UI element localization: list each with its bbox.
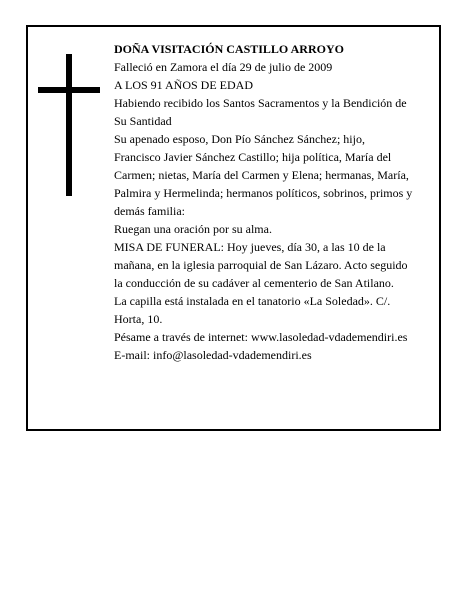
- funeral-paragraph: MISA DE FUNERAL: Hoy jueves, día 30, a las 10 de la mañana, en la iglesia parroquial de San Lázaro. Acto seguido la conducción de su cadáver al cementerio de San Atilano.: [114, 240, 408, 290]
- cross-icon: [66, 54, 72, 196]
- cross-icon-bar: [38, 87, 100, 93]
- email-line: E-mail: info@lasoledad-vdademendiri.es: [114, 348, 312, 362]
- death-line: Falleció en Zamora el día 29 de julio de 2009: [114, 60, 333, 74]
- sacraments-line: Habiendo recibido los Santos Sacramentos y la Bendición de Su Santidad: [114, 96, 407, 128]
- deceased-name: DOÑA VISITACIÓN CASTILLO ARROYO: [114, 42, 344, 56]
- prayer-line: Ruegan una oración por su alma.: [114, 222, 272, 236]
- age-line: A LOS 91 AÑOS DE EDAD: [114, 78, 254, 92]
- chapel-paragraph: La capilla está instalada en el tanatorio «La Soledad». C/. Horta, 10.: [114, 294, 391, 326]
- obituary-text: [114, 40, 414, 364]
- condolences-line: Pésame a través de internet: www.lasoledad-vdademendiri.es: [114, 330, 408, 344]
- family-paragraph: Su apenado esposo, Don Pío Sánchez Sánchez; hijo, Francisco Javier Sánchez Castillo; hija política, María del Carmen; nietas, María del Carmen y Elena; hermanas, María, Palmira y Hermelinda; hermanos políticos, sobrinos, primos y demás familia:: [114, 132, 413, 218]
